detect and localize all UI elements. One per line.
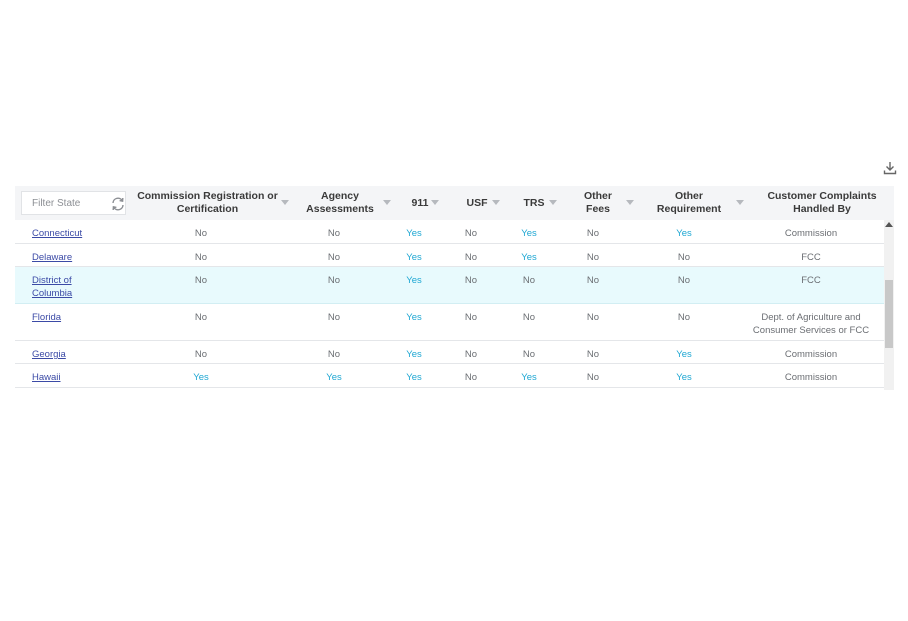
cell-commission: Yes <box>193 372 209 383</box>
cell-complaints: FCC <box>801 252 821 263</box>
cell-trs: No <box>522 349 536 360</box>
cell-e911: Yes <box>406 252 422 263</box>
cell-trs: Yes <box>521 228 537 239</box>
cell-agency: No <box>327 312 341 323</box>
cell-other-fees: No <box>586 228 600 239</box>
cell-commission: No <box>194 312 208 323</box>
header-other-requirement[interactable] <box>651 186 727 220</box>
vertical-scrollbar[interactable] <box>884 220 894 390</box>
download-icon <box>881 159 899 177</box>
cell-complaints: Commission <box>784 228 838 239</box>
cell-trs: Yes <box>521 252 537 263</box>
table-row[interactable] <box>15 364 884 388</box>
cell-other-req: Yes <box>676 228 692 239</box>
table-row[interactable] <box>15 244 884 267</box>
header-complaints-label: Customer Complaints Handled By <box>767 190 877 215</box>
cell-trs: No <box>522 275 536 286</box>
header-other-fees-label: Other Fees <box>583 190 612 215</box>
header-agency-label: Agency Assessments <box>306 190 374 215</box>
cell-commission: No <box>194 228 208 239</box>
filter-state-box <box>21 191 126 215</box>
table-row[interactable] <box>15 304 884 341</box>
cell-other-req: No <box>677 252 691 263</box>
sort-caret-icon[interactable] <box>549 200 557 205</box>
cell-e911: Yes <box>406 372 422 383</box>
header-usf-label: USF <box>466 196 488 209</box>
header-agency[interactable] <box>300 186 380 220</box>
cell-other-fees: No <box>586 312 600 323</box>
cell-other-fees: No <box>586 349 600 360</box>
cell-commission: No <box>194 349 208 360</box>
table-body <box>15 220 884 390</box>
cell-agency: Yes <box>326 372 342 383</box>
cell-trs: No <box>522 312 536 323</box>
cell-e911: Yes <box>406 228 422 239</box>
cell-other-req: Yes <box>676 349 692 360</box>
cell-agency: No <box>327 349 341 360</box>
cell-e911: Yes <box>406 312 422 323</box>
state-link[interactable]: District of Columbia <box>32 275 73 299</box>
sort-caret-icon[interactable] <box>492 200 500 205</box>
cell-usf: No <box>464 275 478 286</box>
sort-caret-icon[interactable] <box>431 200 439 205</box>
cell-complaints: Commission <box>784 372 838 383</box>
cell-other-fees: No <box>586 275 600 286</box>
sort-caret-icon[interactable] <box>281 200 289 205</box>
cell-trs: Yes <box>521 372 537 383</box>
cell-usf: No <box>464 349 478 360</box>
cell-usf: No <box>464 372 478 383</box>
cell-complaints: Commission <box>784 349 838 360</box>
state-link[interactable]: Florida <box>32 312 62 323</box>
header-commission-label: Commission Registration or Certification <box>137 190 278 215</box>
refresh-icon[interactable] <box>110 196 126 212</box>
cell-agency: No <box>327 228 341 239</box>
cell-e911: Yes <box>406 275 422 286</box>
cell-agency: No <box>327 275 341 286</box>
cell-commission: No <box>194 275 208 286</box>
table-row[interactable] <box>15 341 884 364</box>
state-link[interactable]: Connecticut <box>32 228 83 239</box>
cell-other-fees: No <box>586 372 600 383</box>
header-commission[interactable] <box>135 186 280 220</box>
cell-e911: Yes <box>406 349 422 360</box>
cell-agency: No <box>327 252 341 263</box>
table-header <box>15 186 894 220</box>
download-button[interactable] <box>881 159 899 177</box>
header-other-requirement-label: Other Requirement <box>656 190 722 215</box>
header-trs[interactable] <box>519 186 549 220</box>
state-link[interactable]: Hawaii <box>32 372 61 383</box>
scroll-up-arrow-icon[interactable] <box>885 222 893 227</box>
table-row[interactable] <box>15 267 884 304</box>
cell-complaints: FCC <box>801 275 821 286</box>
header-other-fees[interactable] <box>577 186 619 220</box>
cell-other-req: No <box>677 275 691 286</box>
sort-caret-icon[interactable] <box>383 200 391 205</box>
header-usf[interactable] <box>462 186 492 220</box>
cell-usf: No <box>464 312 478 323</box>
header-911-label: 911 <box>411 196 429 209</box>
filter-state-input[interactable] <box>26 195 110 211</box>
state-link[interactable]: Delaware <box>32 252 73 263</box>
header-trs-label: TRS <box>523 196 545 209</box>
cell-usf: No <box>464 252 478 263</box>
cell-complaints: Dept. of Agriculture and Consumer Services or FCC <box>752 312 870 336</box>
cell-other-fees: No <box>586 252 600 263</box>
sort-caret-icon[interactable] <box>626 200 634 205</box>
table-row[interactable] <box>15 220 884 244</box>
sort-caret-icon[interactable] <box>736 200 744 205</box>
scrollbar-thumb[interactable] <box>885 280 893 348</box>
cell-usf: No <box>464 228 478 239</box>
cell-commission: No <box>194 252 208 263</box>
state-requirements-table <box>15 186 894 390</box>
state-link[interactable]: Georgia <box>32 349 66 360</box>
cell-other-req: Yes <box>676 372 692 383</box>
cell-other-req: No <box>677 312 691 323</box>
header-complaints[interactable] <box>760 186 884 220</box>
